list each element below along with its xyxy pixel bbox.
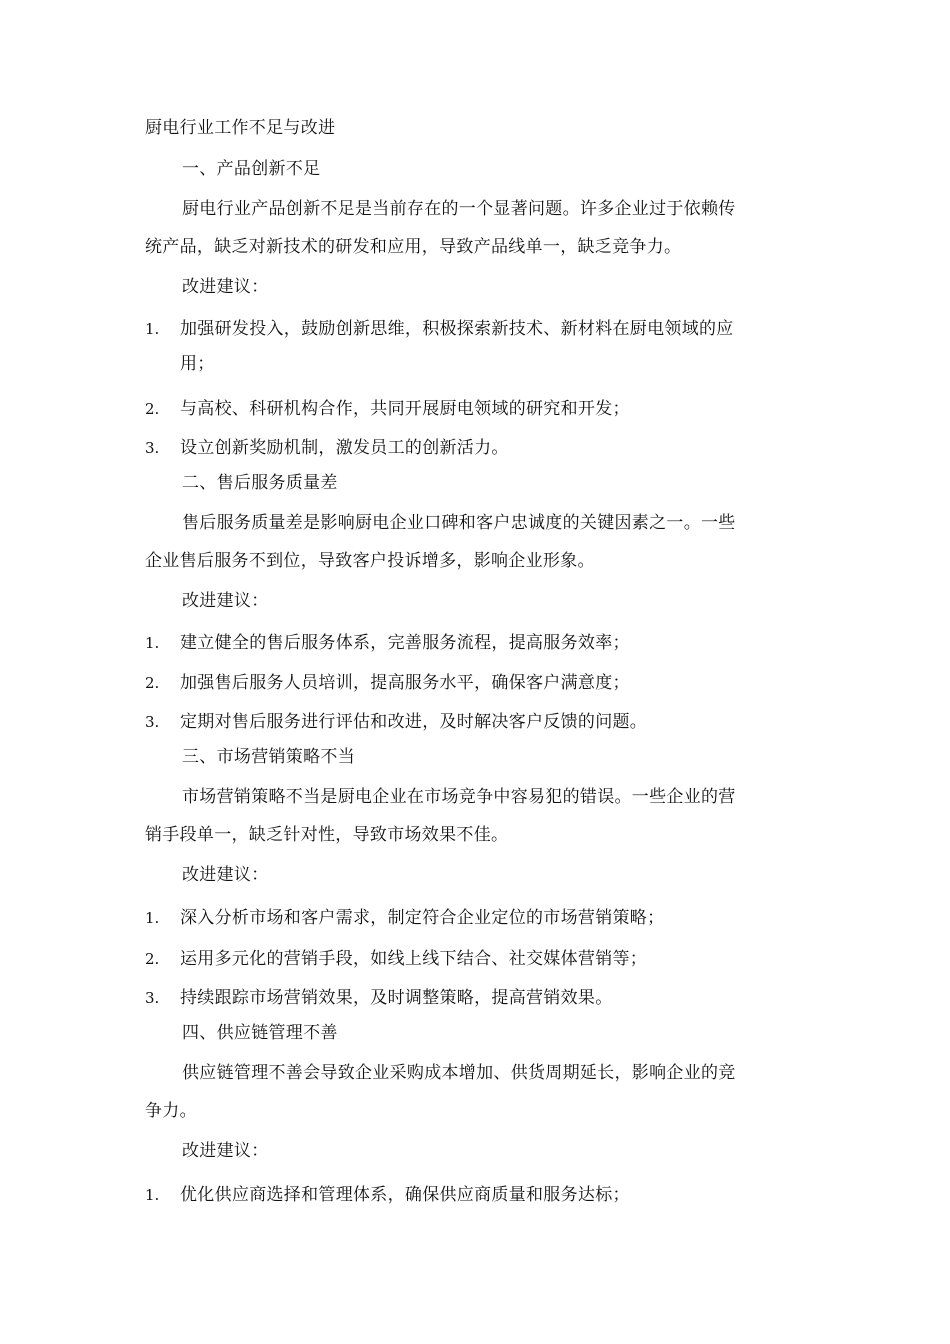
paragraph-line: 企业售后服务不到位，导致客户投诉增多，影响企业形象。 bbox=[145, 551, 595, 571]
section-heading: 一、产品创新不足 bbox=[182, 159, 321, 179]
list-item-number: 1. bbox=[145, 634, 160, 652]
list-item-number: 3. bbox=[145, 439, 160, 457]
list-item-number: 3. bbox=[145, 989, 160, 1007]
section-heading: 二、售后服务质量差 bbox=[182, 473, 338, 493]
suggestion-label: 改进建议： bbox=[182, 865, 269, 885]
paragraph-line: 争力。 bbox=[145, 1101, 197, 1121]
list-item-number: 1. bbox=[145, 1186, 160, 1204]
suggestion-label: 改进建议： bbox=[182, 1141, 269, 1161]
paragraph-line: 统产品，缺乏对新技术的研发和应用，导致产品线单一，缺乏竞争力。 bbox=[145, 237, 682, 257]
list-item-number: 2. bbox=[145, 674, 160, 692]
list-item-text: 持续跟踪市场营销效果，及时调整策略，提高营销效果。 bbox=[180, 988, 613, 1008]
list-item-number: 3. bbox=[145, 713, 160, 731]
section-heading: 三、市场营销策略不当 bbox=[182, 747, 355, 767]
list-item-text: 运用多元化的营销手段，如线上线下结合、社交媒体营销等； bbox=[180, 949, 648, 969]
list-item-text: 优化供应商选择和管理体系，确保供应商质量和服务达标； bbox=[180, 1185, 630, 1205]
paragraph-line: 供应链管理不善会导致企业采购成本增加、供货周期延长，影响企业的竞 bbox=[182, 1063, 736, 1083]
paragraph-line: 售后服务质量差是影响厨电企业口碑和客户忠诚度的关键因素之一。一些 bbox=[182, 513, 736, 533]
document-title: 厨电行业工作不足与改进 bbox=[145, 118, 336, 138]
list-item-number: 1. bbox=[145, 909, 160, 927]
list-item-number: 1. bbox=[145, 320, 160, 338]
list-item-text: 建立健全的售后服务体系，完善服务流程，提高服务效率； bbox=[180, 633, 630, 653]
suggestion-label: 改进建议： bbox=[182, 591, 269, 611]
list-item-text: 设立创新奖励机制，激发员工的创新活力。 bbox=[180, 438, 509, 458]
list-item-number: 2. bbox=[145, 950, 160, 968]
list-item-text: 定期对售后服务进行评估和改进，及时解决客户反馈的问题。 bbox=[180, 712, 648, 732]
paragraph-line: 厨电行业产品创新不足是当前存在的一个显著问题。许多企业过于依赖传 bbox=[182, 199, 736, 219]
section-heading: 四、供应链管理不善 bbox=[182, 1023, 338, 1043]
list-item-text: 加强售后服务人员培训，提高服务水平，确保客户满意度； bbox=[180, 673, 630, 693]
suggestion-label: 改进建议： bbox=[182, 277, 269, 297]
paragraph-line: 市场营销策略不当是厨电企业在市场竞争中容易犯的错误。一些企业的营 bbox=[182, 787, 736, 807]
list-item-text: 加强研发投入，鼓励创新思维，积极探索新技术、新材料在厨电领域的应 bbox=[180, 319, 734, 339]
list-item-text: 与高校、科研机构合作，共同开展厨电领域的研究和开发； bbox=[180, 399, 630, 419]
list-item-text: 深入分析市场和客户需求，制定符合企业定位的市场营销策略； bbox=[180, 908, 665, 928]
list-item-text: 用； bbox=[180, 354, 215, 374]
list-item-number: 2. bbox=[145, 400, 160, 418]
paragraph-line: 销手段单一，缺乏针对性，导致市场效果不佳。 bbox=[145, 825, 509, 845]
